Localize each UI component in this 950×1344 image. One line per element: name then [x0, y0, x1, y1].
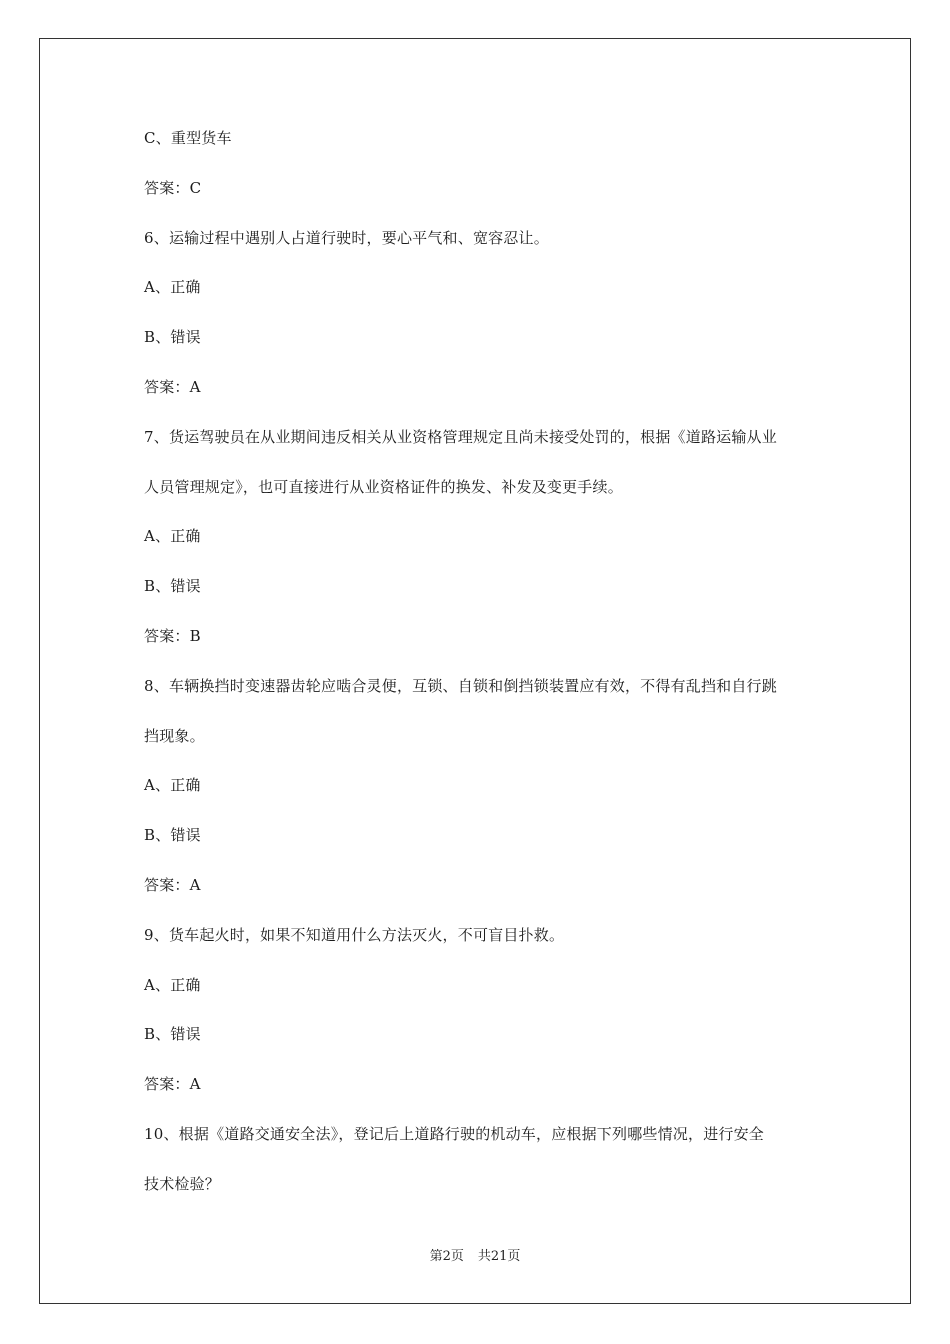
- option-b: B、错误: [144, 826, 201, 845]
- question-10: 10、根据《道路交通安全法》，登记后上道路行驶的机动车，应根据下列哪些情况，进行安全: [144, 1124, 764, 1143]
- answer-line: 答案：B: [144, 626, 201, 645]
- document-body: [144, 126, 824, 1222]
- question-10-continued: 技术检验？: [144, 1174, 221, 1193]
- option-b: B、错误: [144, 1025, 201, 1044]
- option-c: C、重型货车: [144, 129, 232, 147]
- page-number: 第2页: [429, 1249, 464, 1264]
- option-b: B、错误: [144, 328, 201, 347]
- answer-line: 答案：C: [144, 178, 202, 197]
- answer-line: 答案：A: [144, 1075, 201, 1094]
- option-a: A、正确: [144, 278, 201, 297]
- page-total: 共21页: [477, 1249, 521, 1264]
- page-footer: [0, 1248, 950, 1266]
- answer-line: 答案：A: [144, 875, 201, 894]
- question-8-continued: 挡现象。: [144, 726, 205, 745]
- option-a: A、正确: [144, 527, 201, 546]
- question-7-continued: 人员管理规定》，也可直接进行从业资格证件的换发、补发及变更手续。: [144, 477, 623, 496]
- option-b: B、错误: [144, 577, 201, 596]
- option-a: A、正确: [144, 975, 201, 994]
- question-8: 8、车辆换挡时变速器齿轮应啮合灵便，互锁、自锁和倒挡锁装置应有效，不得有乱挡和自行跳: [144, 676, 777, 695]
- question-7: 7、货运驾驶员在从业期间违反相关从业资格管理规定且尚未接受处罚的，根据《道路运输从业: [144, 427, 777, 446]
- question-6: 6、运输过程中遇别人占道行驶时，要心平气和、宽容忍让。: [144, 228, 549, 247]
- question-9: 9、货车起火时，如果不知道用什么方法灭火，不可盲目扑救。: [144, 925, 565, 944]
- answer-line: 答案：A: [144, 377, 201, 396]
- option-a: A、正确: [144, 776, 201, 795]
